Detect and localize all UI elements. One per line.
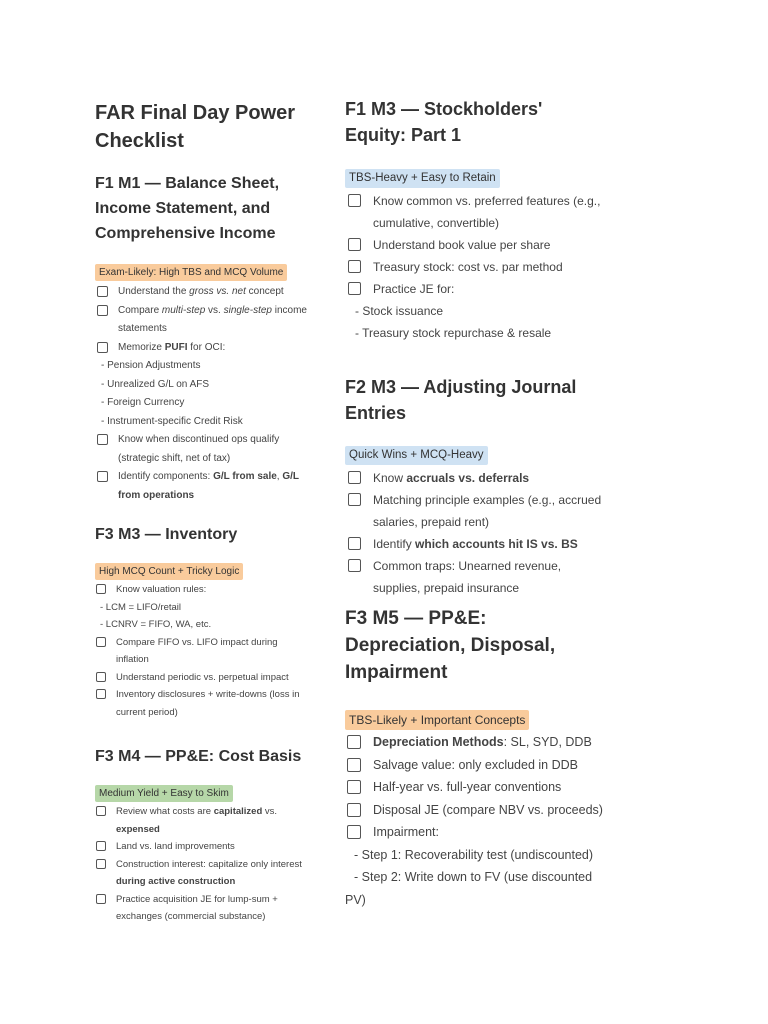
checkbox[interactable] — [347, 803, 361, 817]
checklist-item[interactable] — [345, 278, 625, 300]
checklist-item[interactable] — [95, 339, 335, 358]
checklist-item[interactable] — [345, 555, 625, 599]
checklist-item[interactable] — [95, 302, 335, 339]
sub-item: - Treasury stock repurchase & resale — [355, 326, 552, 340]
checkbox[interactable] — [347, 758, 361, 772]
checklist — [345, 467, 625, 599]
item-text: Land vs. land improvements — [116, 841, 235, 852]
item-text: Understand periodic vs. perpetual impact — [116, 671, 289, 683]
item-text: Matching principle examples (e.g., accrued salaries, prepaid rent) — [373, 493, 602, 529]
checkbox[interactable] — [348, 238, 361, 251]
checklist-item[interactable] — [345, 754, 625, 777]
item-text: Disposal JE (compare NBV vs. proceeds) — [373, 802, 603, 817]
checklist-item[interactable] — [95, 891, 335, 926]
checklist-item[interactable] — [95, 283, 335, 302]
sub-item: PV) — [345, 892, 366, 907]
checklist — [345, 190, 625, 344]
checklist-item[interactable] — [345, 234, 625, 256]
checkbox[interactable] — [97, 342, 108, 353]
item-text: Know when discontinued ops qualify (strategic shift, net of tax) — [118, 434, 280, 464]
section-heading: F1 M3 — Stockholders' Equity: Part 1 — [345, 99, 543, 145]
sub-item: - Step 1: Recoverability test (undiscounted) — [354, 847, 594, 862]
checkbox[interactable] — [348, 194, 361, 207]
checkbox[interactable] — [96, 584, 106, 594]
checkbox[interactable] — [97, 286, 108, 297]
sub-item: - LCNRV = FIFO, WA, etc. — [100, 619, 212, 630]
checklist — [345, 731, 625, 911]
item-text: Understand the gross vs. net concept — [118, 286, 284, 297]
section-f3m5 — [345, 605, 625, 911]
section-f2m3 — [345, 374, 625, 599]
checklist-item[interactable] — [95, 686, 335, 721]
checkbox[interactable] — [97, 305, 108, 316]
section-f3m4 — [95, 744, 335, 926]
section-heading: F2 M3 — Adjusting Journal Entries — [345, 377, 577, 423]
section-heading: F1 M1 — Balance Sheet, Income Statement, and Comprehensive Income — [95, 175, 280, 242]
checkbox[interactable] — [348, 282, 361, 295]
checkbox[interactable] — [96, 841, 106, 851]
sub-item: - LCM = LIFO/retail — [100, 601, 182, 613]
checkbox[interactable] — [96, 894, 106, 904]
item-text: Construction interest: capitalize only interest during active construction — [116, 858, 302, 887]
item-text: Practice acquisition JE for lump-sum + exchanges (commercial substance) — [116, 893, 278, 922]
checklist-item[interactable] — [345, 799, 625, 822]
priority-tag: Exam-Likely: High TBS and MCQ Volume — [95, 264, 287, 281]
checkbox[interactable] — [348, 260, 361, 273]
checkbox[interactable] — [97, 471, 108, 482]
priority-tag: TBS-Likely + Important Concepts — [345, 710, 529, 730]
priority-tag: TBS-Heavy + Easy to Retain — [345, 169, 500, 188]
checklist-item[interactable] — [95, 856, 335, 891]
checkbox[interactable] — [348, 493, 361, 506]
checklist-item[interactable] — [345, 190, 625, 234]
section-f3m3 — [95, 522, 335, 721]
checklist-item[interactable] — [345, 489, 625, 533]
item-text: Compare multi-step vs. single-step income statements — [118, 304, 307, 334]
item-text: Treasury stock: cost vs. par method — [373, 260, 563, 274]
item-text: Review what costs are capitalized vs. expensed — [116, 806, 278, 835]
checkbox[interactable] — [347, 780, 361, 794]
priority-tag: High MCQ Count + Tricky Logic — [95, 563, 243, 580]
section-heading: F3 M5 — PP&E: Depreciation, Disposal, Impairment — [345, 608, 556, 683]
checklist-item[interactable] — [95, 468, 335, 505]
checkbox[interactable] — [347, 735, 361, 749]
item-text: Understand book value per share — [373, 238, 551, 252]
checkbox[interactable] — [348, 471, 361, 484]
sub-item: - Foreign Currency — [101, 397, 185, 408]
section-f1m1 — [95, 171, 335, 505]
checklist — [95, 581, 335, 721]
checkbox[interactable] — [348, 559, 361, 572]
checklist-item[interactable] — [345, 467, 625, 489]
checkbox[interactable] — [96, 806, 106, 816]
item-text: Practice JE for: — [373, 282, 455, 296]
sub-item: - Instrument-specific Credit Risk — [101, 415, 243, 427]
checkbox[interactable] — [96, 689, 106, 699]
checkbox[interactable] — [348, 537, 361, 550]
checklist-item[interactable] — [95, 669, 335, 687]
item-text: Common traps: Unearned revenue, supplies, prepaid insurance — [373, 559, 562, 595]
item-text: Salvage value: only excluded in DDB — [373, 757, 578, 772]
section-f1m3 — [345, 96, 625, 344]
checklist-item[interactable] — [345, 256, 625, 278]
sub-item: - Pension Adjustments — [101, 360, 201, 371]
sub-item: - Unrealized G/L on AFS — [101, 378, 210, 390]
item-text: Identify which accounts hit IS vs. BS — [373, 537, 578, 551]
checklist-item[interactable] — [345, 731, 625, 754]
checklist-item[interactable] — [95, 431, 335, 468]
item-text: Know valuation rules: — [116, 584, 207, 595]
checklist-item[interactable] — [95, 581, 335, 599]
checklist-item[interactable] — [95, 634, 335, 669]
checkbox[interactable] — [96, 637, 106, 647]
checkbox[interactable] — [347, 825, 361, 839]
item-text: Impairment: — [373, 825, 439, 839]
checklist — [95, 283, 335, 505]
item-text: Know common vs. preferred features (e.g., cumulative, convertible) — [373, 194, 601, 230]
sub-item: - Step 2: Write down to FV (use discounted — [354, 870, 593, 884]
checklist-item[interactable] — [345, 776, 625, 799]
item-text: Depreciation Methods: SL, SYD, DDB — [373, 735, 592, 749]
page-title: FAR Final Day Power Checklist — [95, 102, 296, 152]
checklist-item[interactable] — [345, 821, 625, 844]
checkbox[interactable] — [97, 434, 108, 445]
section-heading: F3 M3 — Inventory — [95, 526, 238, 543]
section-heading: F3 M4 — PP&E: Cost Basis — [95, 748, 302, 765]
item-text: Compare FIFO vs. LIFO impact during inflation — [116, 636, 278, 665]
item-text: Half-year vs. full-year conventions — [373, 780, 562, 794]
sub-item: - Stock issuance — [355, 304, 444, 318]
checklist-item[interactable] — [95, 838, 335, 856]
item-text: Identify components: G/L from sale, G/L from operations — [118, 471, 299, 501]
checkbox[interactable] — [96, 672, 106, 682]
checkbox[interactable] — [96, 859, 106, 869]
priority-tag: Medium Yield + Easy to Skim — [95, 785, 233, 802]
priority-tag: Quick Wins + MCQ-Heavy — [345, 446, 488, 465]
checklist — [95, 803, 335, 926]
checklist-item[interactable] — [345, 533, 625, 555]
checklist-item[interactable] — [95, 803, 335, 838]
item-text: Memorize PUFI for OCI: — [118, 341, 226, 353]
item-text: Inventory disclosures + write-downs (loss in current period) — [116, 689, 300, 718]
item-text: Know accruals vs. deferrals — [373, 471, 530, 485]
